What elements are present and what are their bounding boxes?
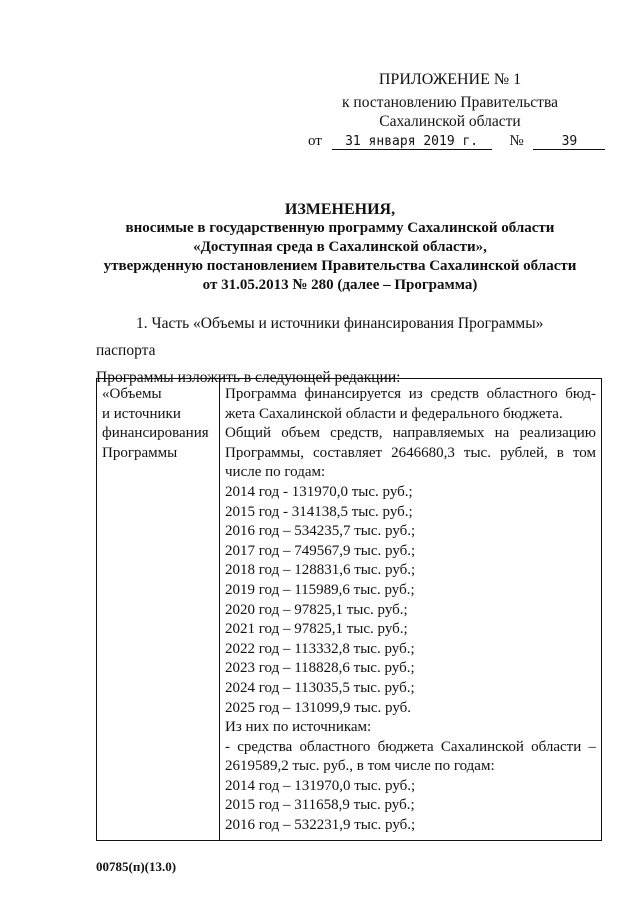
table-row	[97, 379, 602, 841]
order-date-label: от	[308, 133, 322, 149]
year-line: 2020 год – 97825,1 тыс. руб.;	[225, 601, 408, 618]
content-line: числе по годам:	[225, 464, 326, 481]
content-line: 2619589,2 тыс. руб., в том числе по годам:	[225, 758, 495, 775]
content-line: жета Сахалинской области и федерального бюджета.	[225, 405, 563, 422]
document-heading	[80, 200, 600, 295]
year-line: 2021 год – 97825,1 тыс. руб.;	[225, 621, 408, 638]
footer-code: 00785(п)(13.0)	[96, 859, 177, 874]
year-line: 2025 год – 131099,9 тыс. руб.	[225, 699, 412, 716]
table-cell-content	[220, 379, 602, 841]
appendix-title: ПРИЛОЖЕНИЕ № 1	[378, 71, 522, 88]
content-line: Общий объем средств, направляемых на реализацию	[225, 425, 596, 442]
intro-line-2: Программы изложить в следующей редакции:	[96, 369, 401, 386]
funding-table	[96, 378, 602, 841]
appendix-block	[320, 70, 580, 131]
intro-line-1: 1. Часть «Объемы и источники финансирования Программы» паспорта	[96, 315, 544, 359]
order-number: 39	[533, 134, 605, 150]
content-line: - средства областного бюджета Сахалинской области –	[225, 738, 596, 755]
year-line: 2016 год – 534235,7 тыс. руб.;	[225, 523, 416, 540]
appendix-line-1: к постановлению Правительства	[342, 94, 558, 111]
heading-line-2: «Доступная среда в Сахалинской области»,	[193, 239, 487, 255]
order-date: 31 января 2019 г.	[332, 134, 492, 150]
label-line: «Объемы	[102, 386, 162, 402]
year-line: 2014 год - 131970,0 тыс. руб.;	[225, 483, 413, 500]
label-line: финансирования	[102, 425, 209, 442]
label-line: и источники	[102, 405, 181, 422]
year-line: 2022 год – 113332,8 тыс. руб.;	[225, 640, 415, 657]
label-line: Программы	[102, 444, 178, 461]
year-line: 2017 год – 749567,9 тыс. руб.;	[225, 542, 416, 559]
heading-title: ИЗМЕНЕНИЯ,	[284, 201, 396, 218]
year-line: 2023 год – 118828,6 тыс. руб.;	[225, 660, 415, 677]
order-reference	[308, 133, 608, 150]
year-line: 2015 год - 314138,5 тыс. руб.;	[225, 503, 413, 520]
year-line: 2015 год – 311658,9 тыс. руб.;	[225, 797, 415, 814]
table-cell-label	[97, 379, 220, 841]
content-line: Программа финансируется из средств областного бюд-	[225, 386, 596, 402]
year-line: 2019 год – 115989,6 тыс. руб.;	[225, 581, 415, 598]
year-line: 2018 год – 128831,6 тыс. руб.;	[225, 562, 416, 579]
heading-line-3: утвержденную постановлением Правительства Сахалинской области	[103, 258, 577, 274]
heading-line-1: вносимые в государственную программу Сахалинской области	[125, 220, 555, 236]
appendix-line-2: Сахалинской области	[379, 113, 521, 130]
content-line: Из них по источникам:	[225, 719, 372, 736]
year-line: 2024 год – 113035,5 тыс. руб.;	[225, 679, 415, 696]
order-number-label: №	[509, 133, 524, 149]
content-line: Программы, составляет 2646680,3 тыс. рублей, в том	[225, 444, 596, 461]
year-line: 2016 год – 532231,9 тыс. руб.;	[225, 817, 416, 834]
year-line: 2014 год – 131970,0 тыс. руб.;	[225, 777, 416, 794]
heading-line-4: от 31.05.2013 № 280 (далее – Программа)	[202, 277, 478, 293]
